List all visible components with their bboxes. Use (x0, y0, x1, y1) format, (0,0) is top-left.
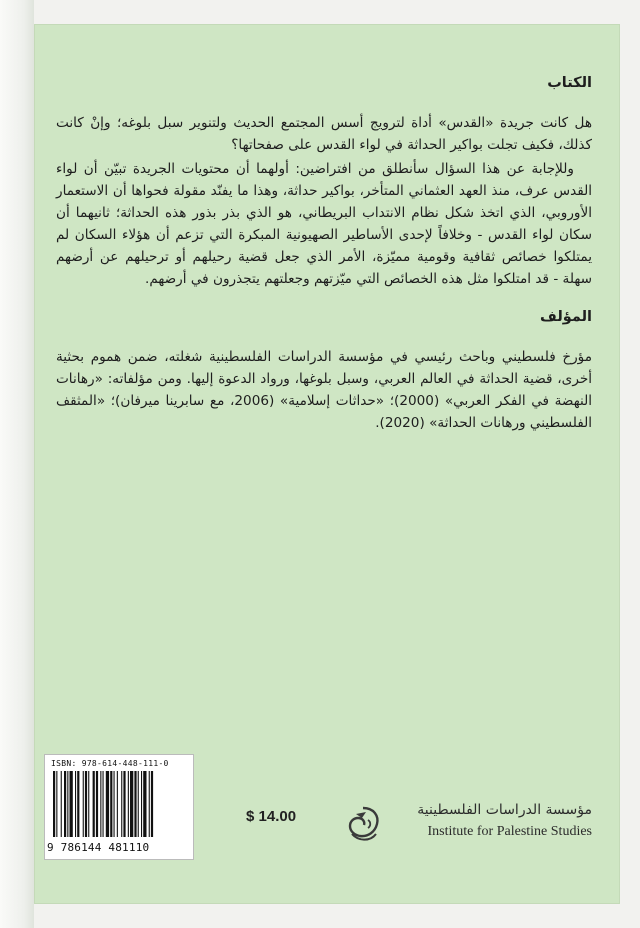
book-heading: الكتاب (547, 75, 592, 91)
publisher-name-arabic: مؤسسة الدراسات الفلسطينية (417, 802, 592, 818)
isbn-label: ISBN: 978-614-448-111-0 (51, 759, 169, 768)
book-paragraph-2: وللإجابة عن هذا السؤال سأنطلق من افتراضين: أولهما أن محتويات الجريدة تبيّن أن لواء القدس عرف، منذ العهد العثماني المتأخر، بواكير حداثة، وهذا ما يفنّد مقولة فحواها أن الاستعمار الأوروبي، الذي اتخذ شكل نظام الانتداب البريطاني، هو الذي بذر بذور هذه الحداثة؛ ثانيهما أن سكان لواء القدس - وخلافاً لإحدى الأساطير الصهيونية المبكرة التي تزعم أن هؤلاء السكان لم يمتلكوا خصائص ثقافية وقومية مميّزة، الأمر الذي جعل قضية رحيلهم أو ترحيلهم عن أرضهم سهلة - قد امتلكوا مثل هذه الخصائص التي ميّزتهم وجعلتهم يتجذرون في أرضهم. (56, 161, 592, 287)
barcode-digits: 9 786144 481110 (47, 841, 150, 854)
barcode-bars (53, 771, 185, 837)
publisher-name-english: Institute for Palestine Studies (427, 824, 592, 839)
ips-logo-icon (344, 804, 382, 844)
page-edge (0, 0, 34, 928)
publisher-logo (344, 800, 594, 850)
price: $ 14.00 (246, 808, 297, 825)
barcode (44, 754, 194, 860)
author-heading: المؤلف (540, 309, 592, 325)
book-paragraph-1: هل كانت جريدة «القدس» أداة لترويج أسس المجتمع الحديث ولتنوير سبل بلوغه؛ وإنْ كانت كذلك، فكيف تجلت بواكير الحداثة في لواء القدس على صفحاتها؟ (56, 115, 592, 153)
author-paragraph: مؤرخ فلسطيني وباحث رئيسي في مؤسسة الدراسات الفلسطينية شغلته، ضمن هموم بحثية أخرى، قضية الحداثة في العالم العربي، وسبل بلوغها، ورواد الدعوة إليها. ومن مؤلفاته: «رهانات النهضة في الفكر العربي» (2000)؛ «حداثات إسلامية» (2006، مع سابرينا ميرفان)؛ «المثقف الفلسطيني ورهانات الحداثة» (2020). (56, 349, 593, 431)
cover-text (56, 72, 592, 436)
